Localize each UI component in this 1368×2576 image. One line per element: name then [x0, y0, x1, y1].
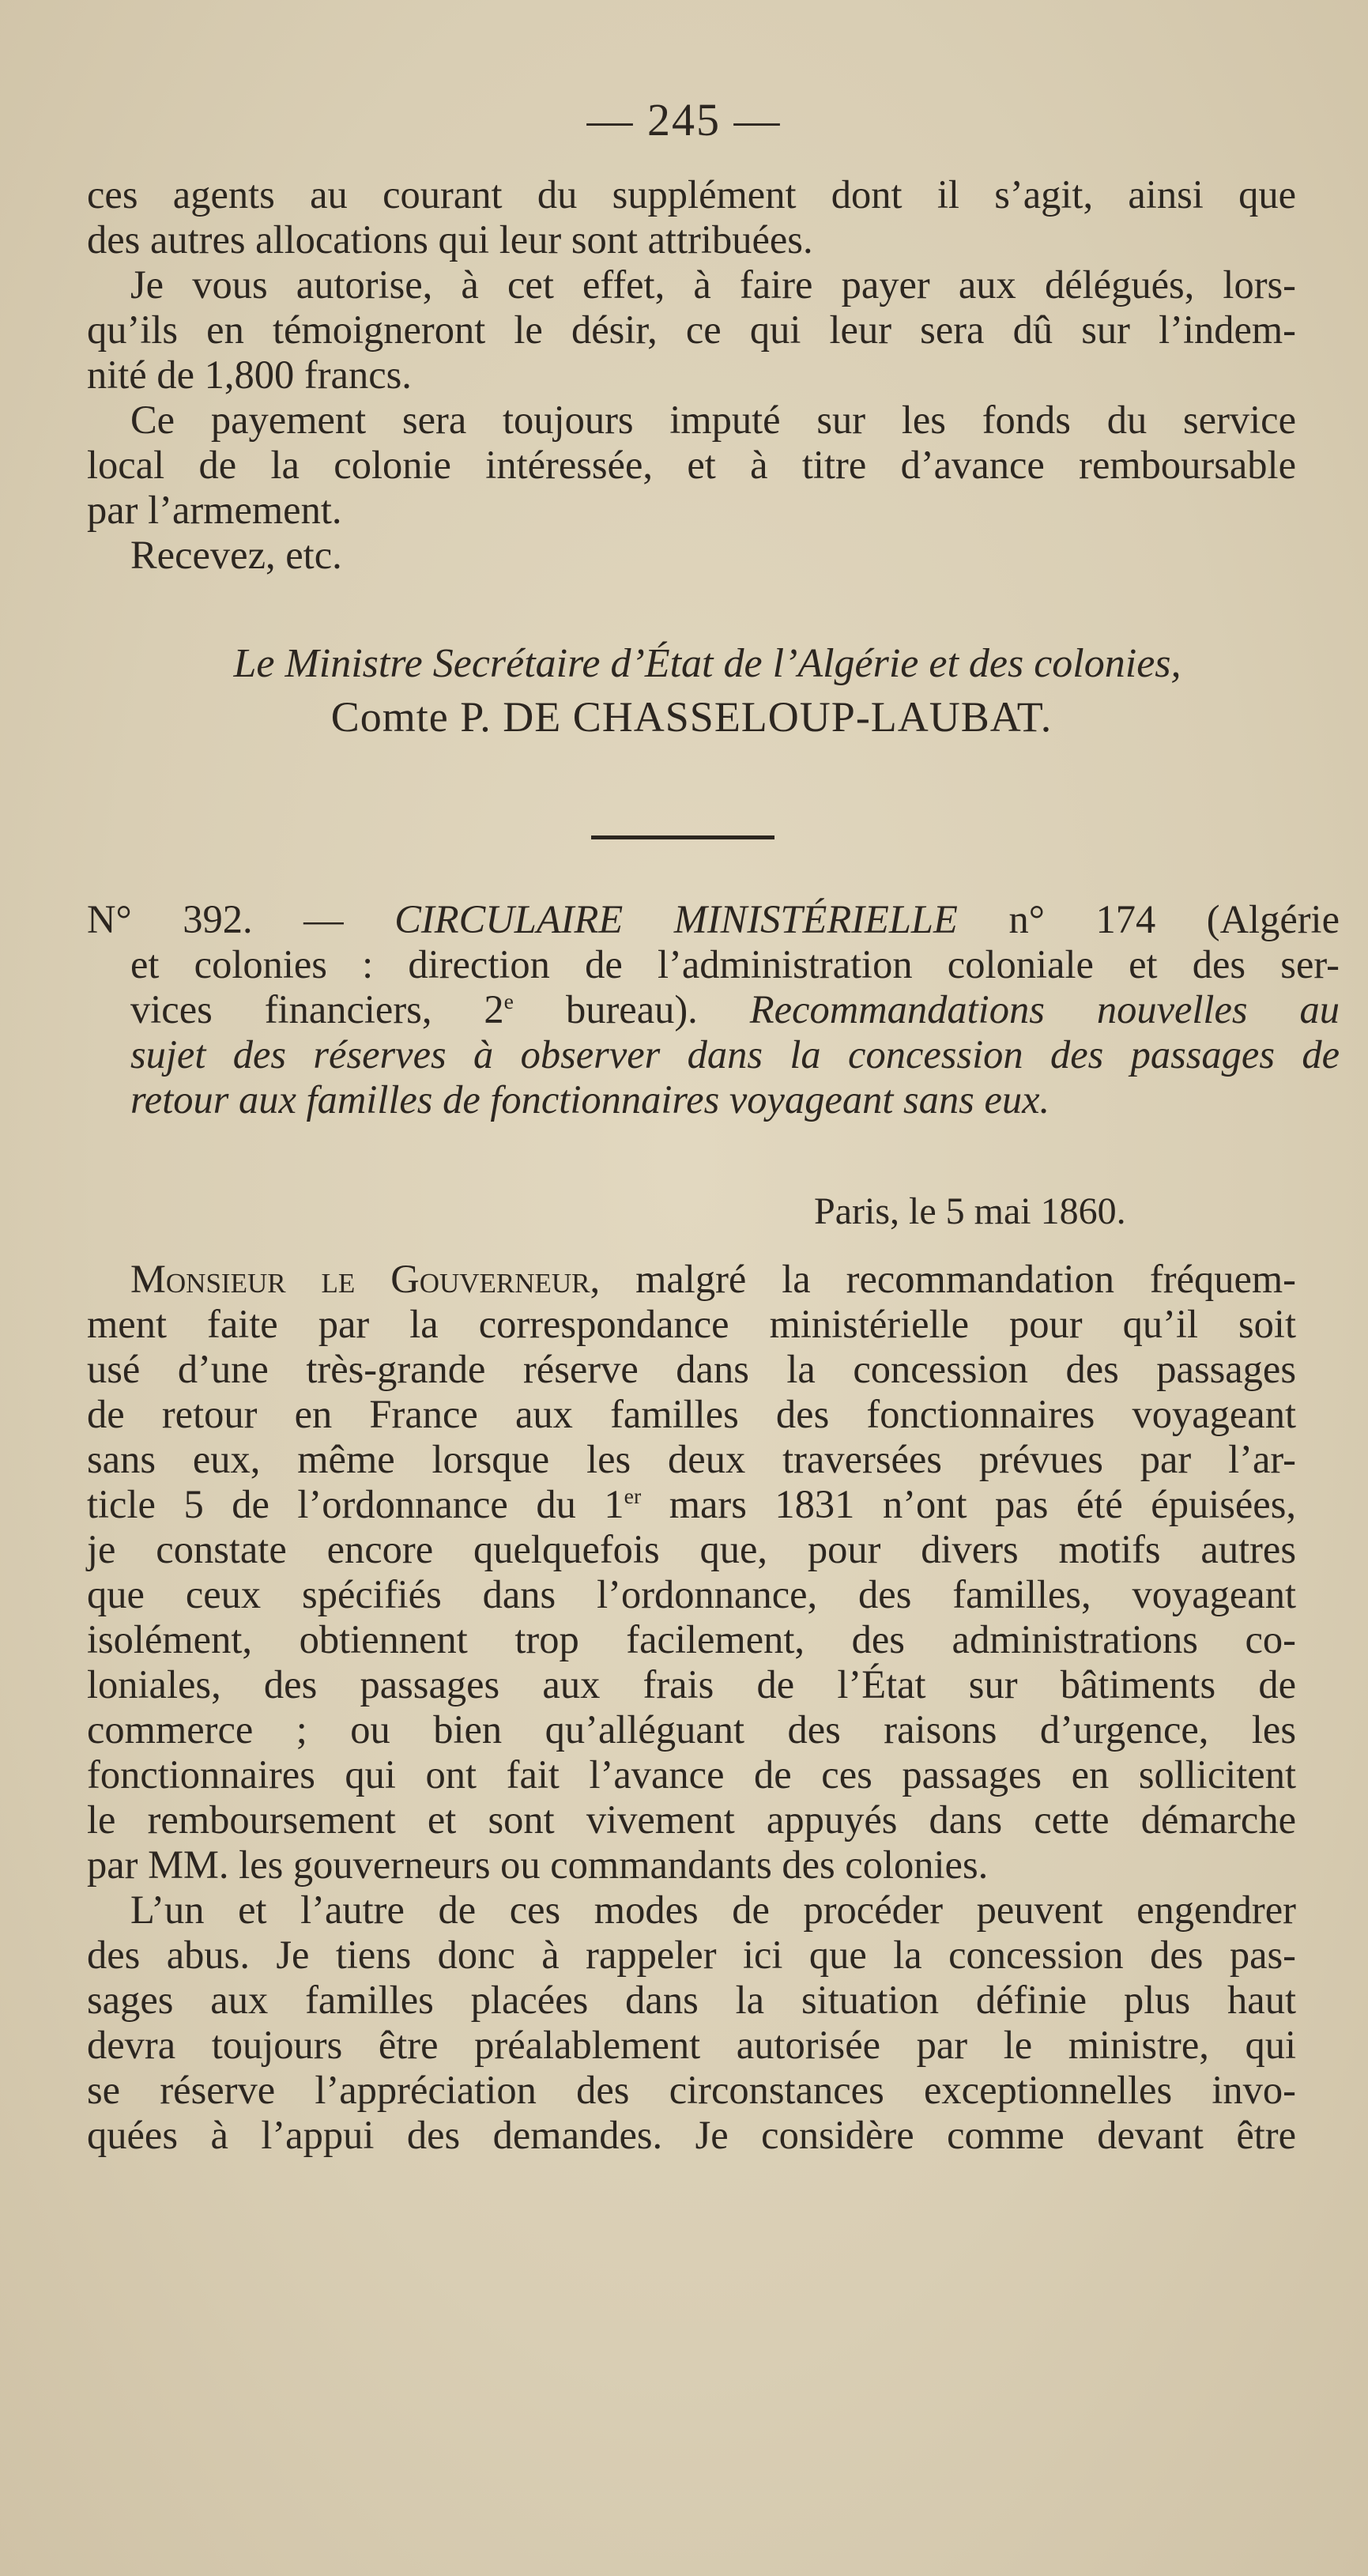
- text-line: usé d’une très-grande réserve dans la concession des passages: [87, 1347, 1296, 1391]
- text-line: par l’armement.: [87, 488, 342, 532]
- circular-title: CIRCULAIRE MINISTÉRIELLE: [394, 897, 958, 941]
- signature-ministry: Le Ministre Secrétaire d’État de l’Algérie et des colonies,: [233, 641, 1181, 686]
- previous-circular-ending: [87, 172, 1296, 578]
- text-line: des autres allocations qui leur sont attribuées.: [87, 217, 813, 262]
- text-line: commerce ; ou bien qu’alléguant des raisons d’urgence, les: [87, 1707, 1296, 1752]
- text-line: ces agents au courant du supplément dont il s’agit, ainsi que: [87, 172, 1296, 217]
- text-line: ment faite par la correspondance ministérielle pour qu’il soit: [87, 1302, 1296, 1346]
- circular-subject-line: sujet des réserves à observer dans la concession des passages de: [130, 1032, 1340, 1077]
- text-line: L’un et l’autre de ces modes de procéder peuvent engendrer: [130, 1888, 1296, 1932]
- circular-title-line: [87, 897, 1340, 942]
- text-line: quées à l’appui des demandes. Je considère comme devant être: [87, 2113, 1296, 2157]
- text-line: devra toujours être préalablement autorisée par le ministre, qui: [87, 2023, 1296, 2067]
- closing-formula: Recevez, etc.: [130, 533, 342, 577]
- circular-line: et colonies : direction de l’administration coloniale et des ser-: [130, 942, 1340, 986]
- text-line: fonctionnaires qui ont fait l’avance de ces passages en sollicitent: [87, 1752, 1296, 1797]
- text-line: isolément, obtiennent trop facilement, des administrations co-: [87, 1617, 1296, 1661]
- dateline: Paris, le 5 mai 1860.: [814, 1190, 1126, 1232]
- text-line: Monsieur le Gouverneur, malgré la recommandation fréquem-: [130, 1257, 1296, 1301]
- text-line: par MM. les gouverneurs ou commandants des colonies.: [87, 1842, 989, 1887]
- text-line: le remboursement et sont vivement appuyés dans cette démarche: [87, 1797, 1296, 1842]
- text-line: que ceux spécifiés dans l’ordonnance, des familles, voyageant: [87, 1572, 1296, 1616]
- text-line: sages aux familles placées dans la situation définie plus haut: [87, 1978, 1296, 2022]
- signature-block: [87, 640, 1296, 746]
- text-line: Ce payement sera toujours imputé sur les fonds du service: [130, 398, 1296, 442]
- section-divider: [591, 835, 774, 839]
- circular-heading: [87, 897, 1340, 1122]
- circular-body: [87, 1257, 1296, 2158]
- circular-number: N° 392. —: [87, 897, 344, 941]
- text-line: sans eux, même lorsque les deux traversées prévues par l’ar-: [87, 1437, 1296, 1481]
- text-line: Je vous autorise, à cet effet, à faire payer aux délégués, lors-: [130, 262, 1296, 307]
- text-line: se réserve l’appréciation des circonstances exceptionnelles invo-: [87, 2068, 1296, 2112]
- page-number: — 245 —: [586, 94, 782, 145]
- text-line: loniales, des passages aux frais de l’État sur bâtiments de: [87, 1662, 1296, 1707]
- text-line: ticle 5 de l’ordonnance du 1er mars 1831 n’ont pas été épuisées,: [87, 1482, 1296, 1526]
- text-line: local de la colonie intéressée, et à titre d’avance remboursable: [87, 443, 1296, 487]
- text-line: nité de 1,800 francs.: [87, 353, 412, 397]
- text-line: des abus. Je tiens donc à rappeler ici que la concession des pas-: [87, 1933, 1296, 1977]
- text-line: je constate encore quelquefois que, pour divers motifs autres: [87, 1527, 1296, 1571]
- circular-line: vices financiers, 2e bureau). Recommandations nouvelles au: [130, 987, 1340, 1032]
- salutation: Monsieur le Gouverneur: [130, 1257, 590, 1301]
- circular-title-rest: n° 174 (Algérie: [1008, 897, 1340, 941]
- signature-name: Comte P. DE CHASSELOUP-LAUBAT.: [330, 693, 1053, 741]
- text-line: de retour en France aux familles des fonctionnaires voyageant: [87, 1392, 1296, 1436]
- text-line: qu’ils en témoigneront le désir, ce qui leur sera dû sur l’indem-: [87, 307, 1296, 352]
- circular-subject-line: retour aux familles de fonctionnaires voyageant sans eux.: [130, 1077, 1050, 1122]
